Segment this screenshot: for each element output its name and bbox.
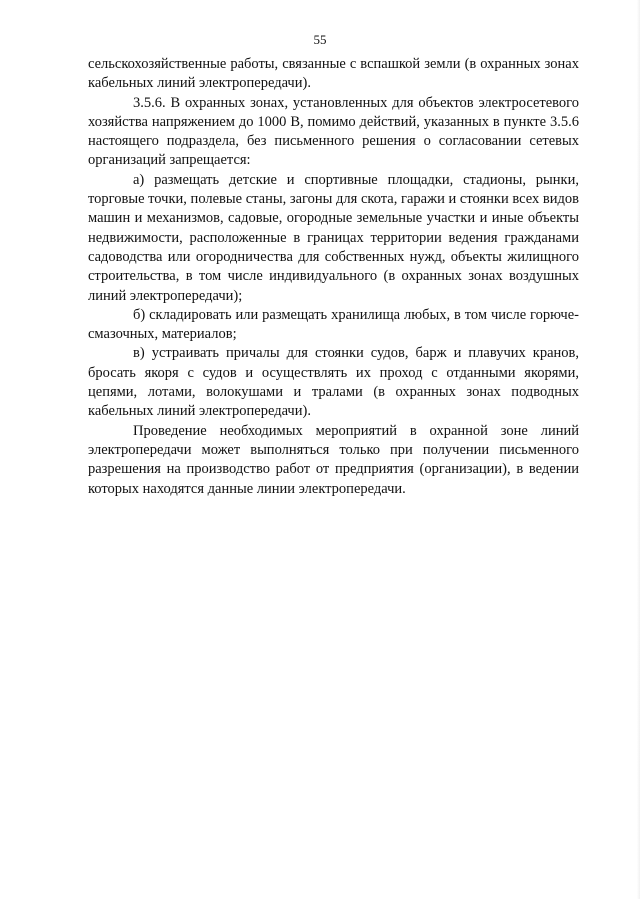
paragraph-clause-3-5-6: 3.5.6. В охранных зонах, установленных для объектов электросетевого хозяйства напряжением до 1000 В, помимо действий, указанных в пункте 3.5.6 настоящего подраздела, без письменного решения о согласовании сетевых организаций запрещается:: [88, 94, 579, 169]
paragraph-continuation: сельскохозяйственные работы, связанные с вспашкой земли (в охранных зонах кабельных линий электропередачи).: [88, 56, 579, 92]
document-body: [88, 55, 579, 499]
list-item-v: в) устраивать причалы для стоянки судов, барж и плавучих кранов, бросать якоря с судов и осуществлять их проход с отданными якорями, цепями, лотами, волокушами и тралами (в охранных зонах подводных кабельных линий электропередачи).: [88, 345, 579, 420]
paragraph-closing: Проведение необходимых мероприятий в охранной зоне линий электропередачи может выполняться только при получении письменного разрешения на производство работ от предприятия (организации), в ведении которых находятся данные линии электропередачи.: [88, 422, 579, 497]
page-number: 55: [313, 32, 327, 47]
list-item-a: а) размещать детские и спортивные площадки, стадионы, рынки, торговые точки, полевые станы, загоны для скота, гаражи и стоянки всех видов машин и механизмов, садовые, огородные земельные участки и иные объекты недвижимости, расположенные в границах территории ведения гражданами садоводства или огородничества для собственных нужд, объекты жилищного строительства, в том числе индивидуального (в охранных зонах воздушных линий электропередачи);: [88, 171, 579, 304]
list-item-b: б) складировать или размещать хранилища любых, в том числе горюче-смазочных, материалов;: [88, 306, 579, 343]
